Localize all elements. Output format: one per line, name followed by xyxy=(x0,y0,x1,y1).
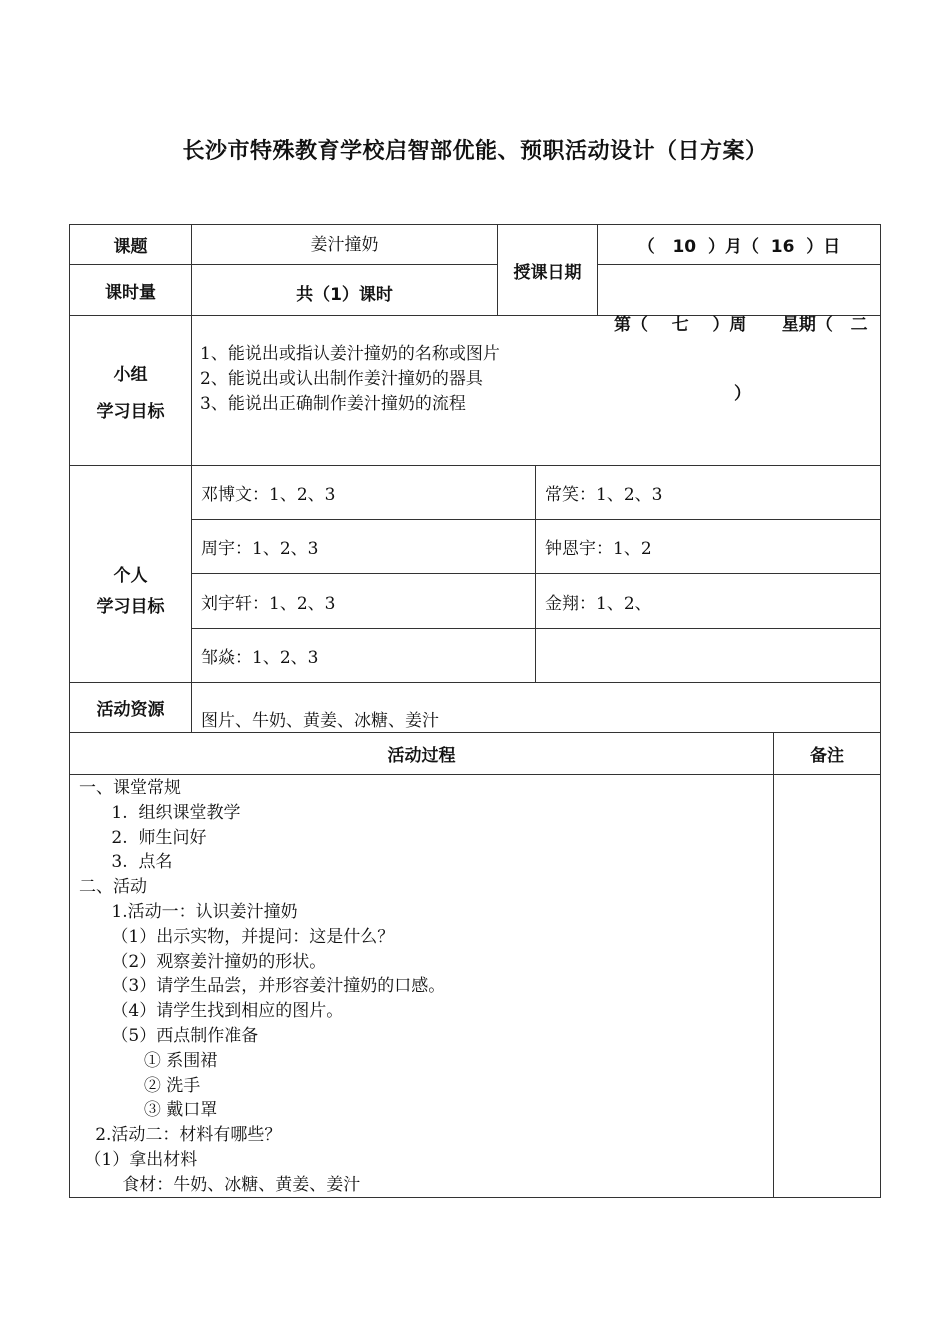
student-goal: 周宇：1、2、3 xyxy=(201,539,319,559)
group-goal-item: 1、能说出或指认姜汁撞奶的名称或图片 xyxy=(200,344,500,364)
process-line: 一、课堂常规 xyxy=(79,778,181,798)
topic-value: 姜汁撞奶 xyxy=(310,234,379,255)
process-body xyxy=(79,776,769,1198)
group-goals-label-1: 小组 xyxy=(113,364,148,385)
week-line-1: 第（ 七 ）周 星期（ 二 xyxy=(614,315,868,335)
individual-goals-label-2: 学习目标 xyxy=(96,597,165,617)
resources-value: 图片、牛奶、黄姜、冰糖、姜汁 xyxy=(201,711,439,731)
group-goal-item: 3、能说出正确制作姜汁撞奶的流程 xyxy=(200,394,466,414)
process-header: 活动过程 xyxy=(387,746,456,766)
page-title: 长沙市特殊教育学校启智部优能、预职活动设计（日方案） xyxy=(182,139,768,164)
hours-label: 课时量 xyxy=(105,282,156,303)
process-line: 1.活动一：认识姜汁撞奶 xyxy=(79,901,298,922)
process-line: （1）出示实物，并提问：这是什么？ xyxy=(79,926,395,947)
week-day xyxy=(614,268,876,404)
student-goal: 金翔：1、2、 xyxy=(545,593,652,614)
group-goals-label-2: 学习目标 xyxy=(96,401,165,422)
resources-label: 活动资源 xyxy=(96,700,165,720)
individual-goals-label xyxy=(70,466,191,682)
group-goals-list xyxy=(200,342,870,417)
week-line-2: ） xyxy=(734,384,751,404)
topic-label: 课题 xyxy=(113,237,148,257)
process-line: （1）拿出材料 xyxy=(79,1149,198,1170)
process-line: 3. 点名 xyxy=(79,852,173,873)
process-line: 食材：牛奶、冰糖、黄姜、姜汁 xyxy=(79,1174,361,1195)
process-line: ③ 戴口罩 xyxy=(79,1100,218,1121)
process-line: 2.活动二：材料有哪些？ xyxy=(79,1125,282,1146)
process-line: ② 洗手 xyxy=(79,1075,201,1096)
remarks-header: 备注 xyxy=(810,746,844,766)
student-goal: 常笑：1、2、3 xyxy=(545,485,663,505)
hours-value: 共（1）课时 xyxy=(296,285,393,305)
process-line: （3）请学生品尝，并形容姜汁撞奶的口感。 xyxy=(79,976,446,997)
student-goal xyxy=(545,629,875,682)
process-line: 1. 组织课堂教学 xyxy=(79,802,241,823)
date-value: （ 10 ）月（ 16 ）日 xyxy=(637,237,841,257)
group-goal-item: 2、能说出或认出制作姜汁撞奶的器具 xyxy=(200,369,483,389)
process-line: 二、活动 xyxy=(79,877,147,898)
process-line: ① 系围裙 xyxy=(79,1050,218,1071)
student-goal: 邓博文：1、2、3 xyxy=(201,485,336,505)
student-goal: 钟恩宇：1、2 xyxy=(545,539,652,559)
individual-goals-label-1: 个人 xyxy=(113,566,148,586)
student-goal: 邹焱：1、2、3 xyxy=(201,648,319,668)
process-line: （2）观察姜汁撞奶的形状。 xyxy=(79,951,327,972)
process-line: （5）西点制作准备 xyxy=(79,1025,259,1046)
student-goal: 刘宇轩：1、2、3 xyxy=(201,593,336,614)
process-line: 2. 师生问好 xyxy=(79,827,207,848)
process-line: （4）请学生找到相应的图片。 xyxy=(79,1001,344,1022)
group-goals-label xyxy=(70,316,191,465)
date-label: 授课日期 xyxy=(513,262,582,283)
